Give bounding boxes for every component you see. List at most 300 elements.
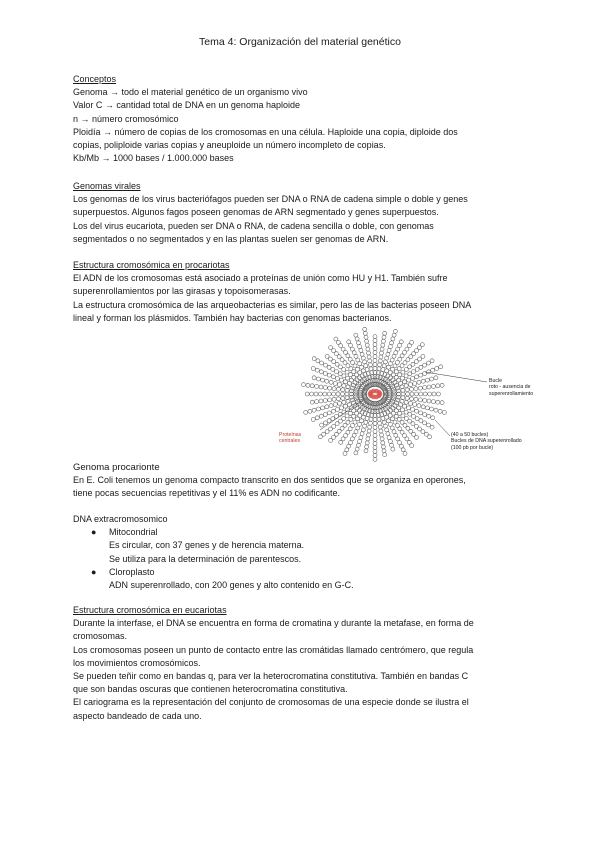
- dna-coil: [364, 364, 368, 368]
- dna-coil: [355, 337, 359, 341]
- list-item-title: Cloroplasto: [109, 566, 155, 577]
- dna-coil: [373, 433, 377, 437]
- domains-label-line: (100 pb por bucle): [451, 444, 494, 451]
- dna-coil: [419, 373, 423, 377]
- dna-coil: [400, 376, 404, 380]
- dna-coil: [423, 413, 427, 417]
- dna-coil: [404, 400, 408, 404]
- dna-coil: [404, 374, 408, 378]
- dna-coil: [393, 329, 397, 333]
- dna-coil: [312, 376, 316, 380]
- dna-coil: [373, 359, 377, 363]
- dna-coil: [410, 387, 414, 391]
- dna-coil: [334, 337, 338, 341]
- domains-label-line: (40 a 50 bucles): [451, 432, 489, 438]
- dna-coil: [363, 327, 367, 331]
- dna-coil: [423, 363, 427, 367]
- dna-coil: [323, 399, 327, 403]
- text-line: aspecto bandeado de cada uno.: [73, 710, 202, 721]
- dna-coil: [312, 357, 316, 361]
- text-line: El cariograma es la representación del conjunto de cromosomas de una especie donde se ilustra el: [73, 697, 469, 708]
- dna-coil: [401, 448, 405, 452]
- dna-coil: [369, 417, 373, 421]
- dna-coil: [440, 401, 444, 405]
- proteins-label-line: Proteínas: [279, 432, 302, 438]
- text-line: Los cromosomas poseen un punto de contacto entre las cromátidas llamado centrómero, que regula: [73, 644, 474, 655]
- dna-coil: [434, 408, 438, 412]
- dna-coil: [335, 370, 339, 374]
- dna-coil: [379, 429, 383, 433]
- dna-coil: [329, 380, 333, 384]
- dna-coil: [431, 416, 435, 420]
- dna-coil: [373, 363, 377, 367]
- dna-coil: [373, 367, 377, 371]
- dna-coil: [354, 333, 358, 337]
- dna-coil: [323, 372, 327, 376]
- dna-coil: [382, 420, 386, 424]
- dna-coil: [418, 398, 422, 402]
- dna-coil: [323, 386, 327, 390]
- dna-coil: [356, 358, 360, 362]
- dna-coil: [439, 365, 443, 369]
- dna-coil: [342, 384, 346, 388]
- text-line: Genoma → todo el material genético de un organismo vivo: [73, 87, 308, 98]
- text-line: En E. Coli tenemos un genoma compacto transcrito en dos sentidos que se organiza en operones,: [73, 475, 466, 486]
- dna-coil: [373, 355, 377, 359]
- dna-coil: [341, 388, 345, 392]
- dna-coil: [319, 370, 323, 374]
- dna-coil: [377, 417, 381, 421]
- dna-coil: [381, 368, 385, 372]
- dna-coil: [427, 385, 431, 389]
- dna-coil: [364, 449, 368, 453]
- dna-coil: [316, 377, 320, 381]
- loop-label-line: roto - ausencia de: [489, 384, 531, 391]
- dna-coil: [427, 414, 431, 418]
- dna-coil: [428, 392, 432, 396]
- dna-coil: [373, 421, 377, 425]
- dna-coil: [368, 425, 372, 429]
- dna-coil: [323, 392, 327, 396]
- dna-coil: [411, 422, 415, 426]
- dna-coil: [338, 383, 342, 387]
- dna-coil: [388, 439, 392, 443]
- dna-coil: [358, 345, 362, 349]
- dna-coil: [373, 453, 377, 457]
- dna-coil: [325, 354, 329, 358]
- dna-coil: [308, 409, 312, 413]
- dna-coil: [407, 406, 411, 410]
- dna-coil: [331, 367, 335, 371]
- dna-coil: [321, 406, 325, 410]
- section-heading: Estructura cromosómica en procariotas: [73, 260, 230, 270]
- text-line: tiene pocas secuencias repetitivas y el 11% es ADN no codificante.: [73, 488, 340, 499]
- dna-coil: [438, 409, 442, 413]
- dna-coil: [355, 406, 359, 410]
- dna-coil: [367, 429, 371, 433]
- dna-coil: [310, 392, 314, 396]
- dna-coil: [365, 441, 369, 445]
- dna-coil: [435, 367, 439, 371]
- dna-coil: [329, 346, 333, 350]
- dna-coil: [430, 377, 434, 381]
- dna-coil: [381, 339, 385, 343]
- proteins-label: [279, 432, 301, 445]
- loop-group: [302, 327, 447, 461]
- dna-coil: [359, 436, 363, 440]
- text-line: El ADN de los cromosomas está asociado a proteínas de unión como HU y H1. También sufre: [73, 273, 448, 284]
- dna-coil: [387, 348, 391, 352]
- dna-coil: [408, 412, 412, 416]
- dna-coil: [383, 331, 387, 335]
- dna-coil: [320, 361, 324, 365]
- dna-coil: [436, 400, 440, 404]
- dna-coil: [421, 405, 425, 409]
- dna-coil: [373, 425, 377, 429]
- dna-coil: [383, 424, 387, 428]
- section-heading: Conceptos: [73, 74, 117, 84]
- section-extracromosomico: [73, 513, 533, 592]
- text-line: superenrollamientos por las girasas y topoisomerasas.: [73, 286, 291, 297]
- dna-coil: [319, 414, 323, 418]
- dna-coil: [332, 392, 336, 396]
- dna-coil: [378, 363, 382, 367]
- dna-coil: [419, 411, 423, 415]
- dna-coil: [412, 370, 416, 374]
- dna-coil: [327, 373, 331, 377]
- chromosome-loops-figure: [275, 322, 545, 464]
- dna-coil: [377, 367, 381, 371]
- dna-coil: [346, 376, 350, 380]
- dna-coil: [421, 430, 425, 434]
- dna-coil: [365, 343, 369, 347]
- section-heading: Estructura cromosómica en eucariotas: [73, 605, 227, 615]
- dna-coil: [369, 367, 373, 371]
- dna-coil: [345, 414, 349, 418]
- dna-coil: [378, 359, 382, 363]
- dna-coil: [423, 421, 427, 425]
- text-line: Los genomas de los virus bacteriófagos pueden ser DNA o RNA de cadena simple o doble y genes: [73, 194, 468, 205]
- dna-coil: [411, 362, 415, 366]
- dna-coil: [430, 425, 434, 429]
- dna-coil: [396, 347, 400, 351]
- text-line: copias, poliploide varias copias y aneuploide un número incompleto de copias.: [73, 140, 386, 151]
- dna-coil: [403, 380, 407, 384]
- dna-coil: [431, 384, 435, 388]
- dna-coil: [368, 375, 372, 379]
- text-line: cromosomas.: [73, 631, 128, 642]
- dna-coil: [428, 435, 432, 439]
- dna-coil: [404, 410, 408, 414]
- dna-coil: [392, 333, 396, 337]
- dna-coil: [413, 382, 417, 386]
- dna-coil: [361, 356, 365, 360]
- dna-coil: [414, 387, 418, 391]
- dna-coil: [336, 392, 340, 396]
- dna-coil: [366, 347, 370, 351]
- section-conceptos: [73, 73, 533, 165]
- dna-coil: [339, 378, 343, 382]
- list-item: [73, 566, 533, 592]
- dna-coil: [373, 418, 377, 422]
- dna-coil: [417, 404, 421, 408]
- dna-coil: [365, 416, 369, 420]
- dna-coil: [379, 355, 383, 359]
- dna-coil: [335, 408, 339, 412]
- dna-coil: [410, 444, 414, 448]
- dna-coil: [430, 407, 434, 411]
- text-line: superpuestos. Algunos fagos poseen genomas de ARN segmentado y genes superpuestos.: [73, 207, 439, 218]
- dna-coil: [323, 363, 327, 367]
- dna-coil: [442, 410, 446, 414]
- dna-coil: [412, 414, 416, 418]
- dna-coil: [373, 347, 377, 351]
- dna-coil: [373, 429, 377, 433]
- dna-coil: [338, 412, 342, 416]
- dna-coil: [320, 423, 324, 427]
- dna-coil: [415, 409, 419, 413]
- dna-coil: [315, 400, 319, 404]
- dna-coil: [391, 447, 395, 451]
- list-item-line: Es circular, con 37 genes y de herencia materna.: [109, 540, 305, 551]
- dna-coil: [415, 435, 419, 439]
- dna-coil: [305, 392, 309, 396]
- dna-coil: [363, 424, 367, 428]
- dna-coil: [321, 378, 325, 382]
- dna-coil: [339, 406, 343, 410]
- dna-coil: [381, 416, 385, 420]
- dna-coil: [405, 396, 409, 400]
- dna-coil: [333, 382, 337, 386]
- dna-coil: [365, 445, 369, 449]
- dna-coil: [373, 343, 377, 347]
- dna-coil: [410, 392, 414, 396]
- section-eucariotas: [73, 604, 533, 723]
- dna-coil: [390, 443, 394, 447]
- dna-coil: [409, 383, 413, 387]
- dna-coil: [310, 400, 314, 404]
- dna-coil: [415, 417, 419, 421]
- section-procariotas: [73, 259, 533, 325]
- dna-coil: [381, 343, 385, 347]
- text-line: Los del virus eucariota, pueden ser DNA o RNA, de cadena sencilla o doble, con genomas: [73, 220, 434, 231]
- dna-coil: [378, 409, 382, 413]
- dna-coil: [373, 351, 377, 355]
- dna-coil: [355, 447, 359, 451]
- section-heading: Genoma procarionte: [73, 462, 160, 473]
- page-title: Tema 4: Organización del material genético: [199, 36, 401, 48]
- text-line: los movimientos cromosómicos.: [73, 657, 201, 668]
- text-line: lineal y forman los plásmidos. También hay bacterias con genomas bacterianos.: [73, 312, 392, 323]
- callout-line: [435, 420, 450, 436]
- dna-coil: [373, 335, 377, 339]
- dna-coil: [386, 432, 390, 436]
- dna-coil: [345, 370, 349, 374]
- dna-coil: [329, 404, 333, 408]
- dna-coil: [327, 365, 331, 369]
- dna-coil: [378, 425, 382, 429]
- dna-coil: [405, 388, 409, 392]
- dna-coil: [312, 408, 316, 412]
- dna-coil: [423, 386, 427, 390]
- dna-coil: [390, 358, 394, 362]
- dna-coil: [328, 386, 332, 390]
- dna-coil: [359, 348, 363, 352]
- dna-coil: [350, 389, 354, 393]
- bullet-list: [73, 526, 533, 592]
- dna-coil: [335, 377, 339, 381]
- dna-coil: [319, 399, 323, 403]
- dna-coil: [373, 437, 377, 441]
- dna-coil: [436, 384, 440, 388]
- dna-coil: [425, 406, 429, 410]
- dna-coil: [421, 354, 425, 358]
- dna-coil: [332, 397, 336, 401]
- dna-coil: [385, 428, 389, 432]
- dna-coil: [329, 438, 333, 442]
- dna-coil: [397, 395, 401, 399]
- dna-coil: [391, 337, 395, 341]
- dna-coil: [388, 345, 392, 349]
- dna-coil: [432, 392, 436, 396]
- dna-coil: [378, 375, 382, 379]
- dna-coil: [314, 392, 318, 396]
- dna-coil: [391, 406, 395, 410]
- dna-coil: [411, 377, 415, 381]
- dna-coil: [419, 365, 423, 369]
- dna-coil: [325, 430, 329, 434]
- dna-coil: [342, 400, 346, 404]
- text-line: n → número cromosómico: [73, 113, 179, 124]
- dna-coil: [397, 389, 401, 393]
- dna-coil: [343, 452, 347, 456]
- dna-coil: [332, 387, 336, 391]
- dna-coil: [368, 359, 372, 363]
- dna-coil: [331, 409, 335, 413]
- dna-coil: [325, 379, 329, 383]
- dna-coil: [386, 352, 390, 356]
- dna-coil: [436, 392, 440, 396]
- section-genoma-procarionte: [73, 461, 533, 501]
- dna-coil: [380, 347, 384, 351]
- domains-label-line: Bucles de DNA superenrollado: [451, 438, 522, 445]
- dna-coil: [315, 416, 319, 420]
- bullet-icon: ●: [91, 566, 97, 577]
- dna-coil: [368, 409, 372, 413]
- dna-coil: [302, 383, 306, 387]
- text-line: Valor C → cantidad total de DNA en un genoma haploide: [73, 100, 300, 111]
- text-line: Durante la interfase, el DNA se encuentra en forma de cromatina y durante la metafase, en forma de: [73, 618, 474, 629]
- dna-coil: [319, 385, 323, 389]
- dna-coil: [373, 445, 377, 449]
- dna-coil: [383, 360, 387, 364]
- dna-coil: [383, 453, 387, 457]
- dna-coil: [361, 428, 365, 432]
- dna-coil: [391, 378, 395, 382]
- dna-coil: [421, 379, 425, 383]
- dna-coil: [415, 367, 419, 371]
- dna-coil: [363, 360, 367, 364]
- dna-coil: [420, 343, 424, 347]
- dna-coil: [304, 410, 308, 414]
- dna-coil: [413, 403, 417, 407]
- dna-coil: [373, 339, 377, 343]
- dna-coil: [431, 368, 435, 372]
- dna-coil: [325, 405, 329, 409]
- dna-coil: [403, 404, 407, 408]
- dna-coil: [368, 421, 372, 425]
- loop-label-line: superenrollamiento: [489, 390, 534, 397]
- dna-coil: [358, 439, 362, 443]
- dna-coil: [360, 352, 364, 356]
- dna-coil: [425, 378, 429, 382]
- dna-coil: [342, 374, 346, 378]
- dna-coil: [341, 396, 345, 400]
- dna-coil: [338, 401, 342, 405]
- dna-coil: [331, 375, 335, 379]
- list-item-line: ADN superenrollado, con 200 genes y alto contenido en G-C.: [109, 580, 354, 591]
- loop-label-line: Bucle: [489, 378, 502, 384]
- dna-coil: [409, 401, 413, 405]
- dna-coil: [315, 384, 319, 388]
- dna-coil: [328, 398, 332, 402]
- dna-coil: [364, 335, 368, 339]
- dna-coil: [350, 347, 354, 351]
- dna-coil: [382, 335, 386, 339]
- dna-coil: [366, 437, 370, 441]
- dna-coil: [404, 384, 408, 388]
- dna-coil: [427, 370, 431, 374]
- dna-coil: [401, 370, 405, 374]
- dna-coil: [365, 368, 369, 372]
- list-item-title: Mitocondrial: [109, 527, 158, 538]
- dna-coil: [356, 341, 360, 345]
- dna-coil: [418, 386, 422, 390]
- text-line: Kb/Mb → 1000 bases / 1.000.000 bases: [73, 153, 234, 164]
- dna-coil: [427, 399, 431, 403]
- dna-coil: [343, 404, 347, 408]
- dna-coil: [403, 452, 407, 456]
- dna-coil: [350, 437, 354, 441]
- dna-coil: [390, 426, 394, 430]
- dna-coil: [381, 441, 385, 445]
- dna-coil: [354, 451, 358, 455]
- dna-coil: [417, 380, 421, 384]
- dna-coil: [406, 392, 410, 396]
- dna-coil: [315, 368, 319, 372]
- dna-coil: [327, 392, 331, 396]
- dna-coil: [355, 378, 359, 382]
- dna-coil: [415, 375, 419, 379]
- dna-coil: [318, 392, 322, 396]
- dna-coil: [414, 397, 418, 401]
- dna-coil: [365, 339, 369, 343]
- dna-coil: [414, 392, 418, 396]
- dna-coil: [316, 359, 320, 363]
- dna-coil: [373, 449, 377, 453]
- dna-coil: [390, 341, 394, 345]
- proteins-label-line: centrales: [279, 438, 301, 445]
- dna-coil: [423, 399, 427, 403]
- list-item-line: Se utiliza para la determinación de parentescos.: [109, 553, 302, 564]
- dna-coil: [367, 351, 371, 355]
- dna-coil: [345, 448, 349, 452]
- dna-coil: [367, 433, 371, 437]
- dna-coil: [316, 407, 320, 411]
- text-line: Ploidía → número de copias de los cromosomas en una célula. Haploide una copia, diploide dos: [73, 126, 458, 137]
- dna-coil: [419, 419, 423, 423]
- dna-coil: [356, 426, 360, 430]
